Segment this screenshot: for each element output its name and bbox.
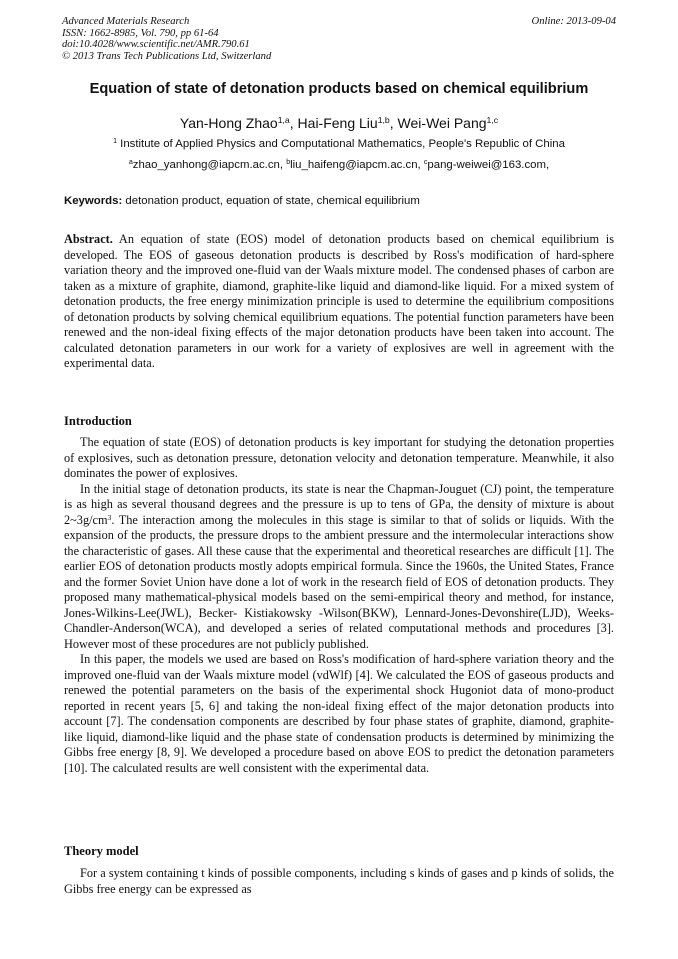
keywords [64,195,624,207]
superscript: 3 [107,512,112,522]
abstract-label: Abstract. [64,232,113,246]
paper-title: Equation of state of detonation products based on chemical equilibrium [89,81,589,97]
introduction-paragraph [64,482,614,653]
email-list [40,159,638,171]
online-date: Online: 2013-09-04 [531,16,616,27]
affiliation-text: Institute of Applied Physics and Computational Mathematics, People's Republic of China [116,138,565,150]
abstract-text: An equation of state (EOS) model of detonation products based on chemical equilibrium is developed. The EOS of gaseous detonation products is described by Ross's modification of hard-sphere variation theory and the improved one-fluid van der Waals mixture model. The condensed phases of carbon are taken as a mixture of graphite, diamond, graphite-like liquid and diamond-like liquid. For a mixed system of detonation products, the free energy minimization principle is used to determine the equilibrium compositions of detonation products by solving chemical equilibrium equations. The potential function parameters have been renewed and the non-ideal fixing effects of the major detonation products have been taken into account. The calculated detonation parameters in our work for a variety of explosives are well in agreement with the experimental data. [64,232,614,370]
journal-doi: doi:10.4028/www.scientific.net/AMR.790.61 [62,39,250,51]
affiliation [40,138,638,150]
author-separator: , [289,115,298,131]
author-affiliation-mark: 1,b [377,115,390,126]
keywords-label: Keywords: [64,195,123,207]
introduction-section [64,435,614,776]
author-name: Wei-Wei Pang [397,115,487,131]
email-link[interactable]: zhao_yanhong@iapcm.ac.cn, [132,159,287,171]
introduction-paragraph: In this paper, the models we used are based on Ross's modification of hard-sphere variation theory and the improved one-fluid van der Waals mixture model (vdWlf) [4]. We calculated the EOS of gaseous products and renewed the potential parameters on the basis of the experimental shock Hugoniot data of mono-product reported in recent years [5, 6] and taking the non-ideal fixing effect of the major detonation products into account [7]. The condensation components are described by four phase states of graphite, diamond, graphite-like liquid, diamond-like liquid and the phase state of condensation products is determined by minimizing the Gibbs free energy [8, 9]. We developed a procedure based on above EOS to predict the detonation parameters [10]. The calculated results are well consistent with the experimental data. [64,652,614,775]
author-name: Hai-Feng Liu [297,115,378,131]
keywords-text: detonation product, equation of state, chemical equilibrium [122,195,420,207]
email-mark: c [423,159,428,167]
author-list [40,115,638,131]
introduction-heading: Introduction [64,414,132,428]
affiliation-mark: 1 [113,138,117,146]
paragraph-text: . The interaction among the molecules in this stage is similar to that of solids or liquids. With the expansion of the products, the pressure drops to the ambient pressure and the intermolecular interactions show the characteristic of gases. All these cause that the experimental and theoretical researches are difficult [1]. The earlier EOS of detonation products mostly adopts empirical formula. Since the 1960s, the United States, France and the former Soviet Union have done a lot of work in the research field of EOS of detonation products. They proposed many mathematical-physical models based on the semi-empirical theory and method, for instance, Jones-Wilkins-Lee(JWL), Becker- Kistiakowsky -Wilson(BKW), Lennard-Jones-Devonshire(LJD), Weeks-Chandler-Anderson(WCA), and developed a series of related computational methods and procedures [3]. However most of these procedures are not publicly published. [64,512,614,651]
email-link[interactable]: pang-weiwei@163.com, [427,159,550,171]
theory-paragraph: For a system containing t kinds of possible components, including s kinds of gases and p kinds of solids, the Gibbs free energy can be expressed as [64,866,614,896]
journal-header [62,16,616,62]
email-mark: a [128,159,133,167]
author-affiliation-mark: 1,a [277,115,290,126]
journal-issn: ISSN: 1662-8985, Vol. 790, pp 61-64 [62,27,219,39]
email-link[interactable]: liu_haifeng@iapcm.ac.cn, [290,159,424,171]
introduction-paragraph: The equation of state (EOS) of detonation products is key important for studying the detonation properties of explosives, such as detonation pressure, detonation velocity and detonation temperature. Meanwhile, it also dominates the power of explosives. [64,435,614,480]
journal-name: Advanced Materials Research [62,16,190,27]
author-name: Yan-Hong Zhao [179,115,278,131]
author-separator: , [389,115,398,131]
abstract [64,232,614,372]
journal-copyright: © 2013 Trans Tech Publications Ltd, Switzerland [62,50,272,62]
author-affiliation-mark: 1,c [486,115,499,126]
theory-section [64,866,614,897]
theory-heading: Theory model [64,844,139,858]
paragraph-text: In the initial stage of detonation products, its state is near the Chapman-Jouguet (CJ) point, the temperature is as high as several thousand degrees and the pressure is up to tens of GPa, the density of mixture is about 2~3g/cm [64,481,614,527]
email-mark: b [286,159,291,167]
